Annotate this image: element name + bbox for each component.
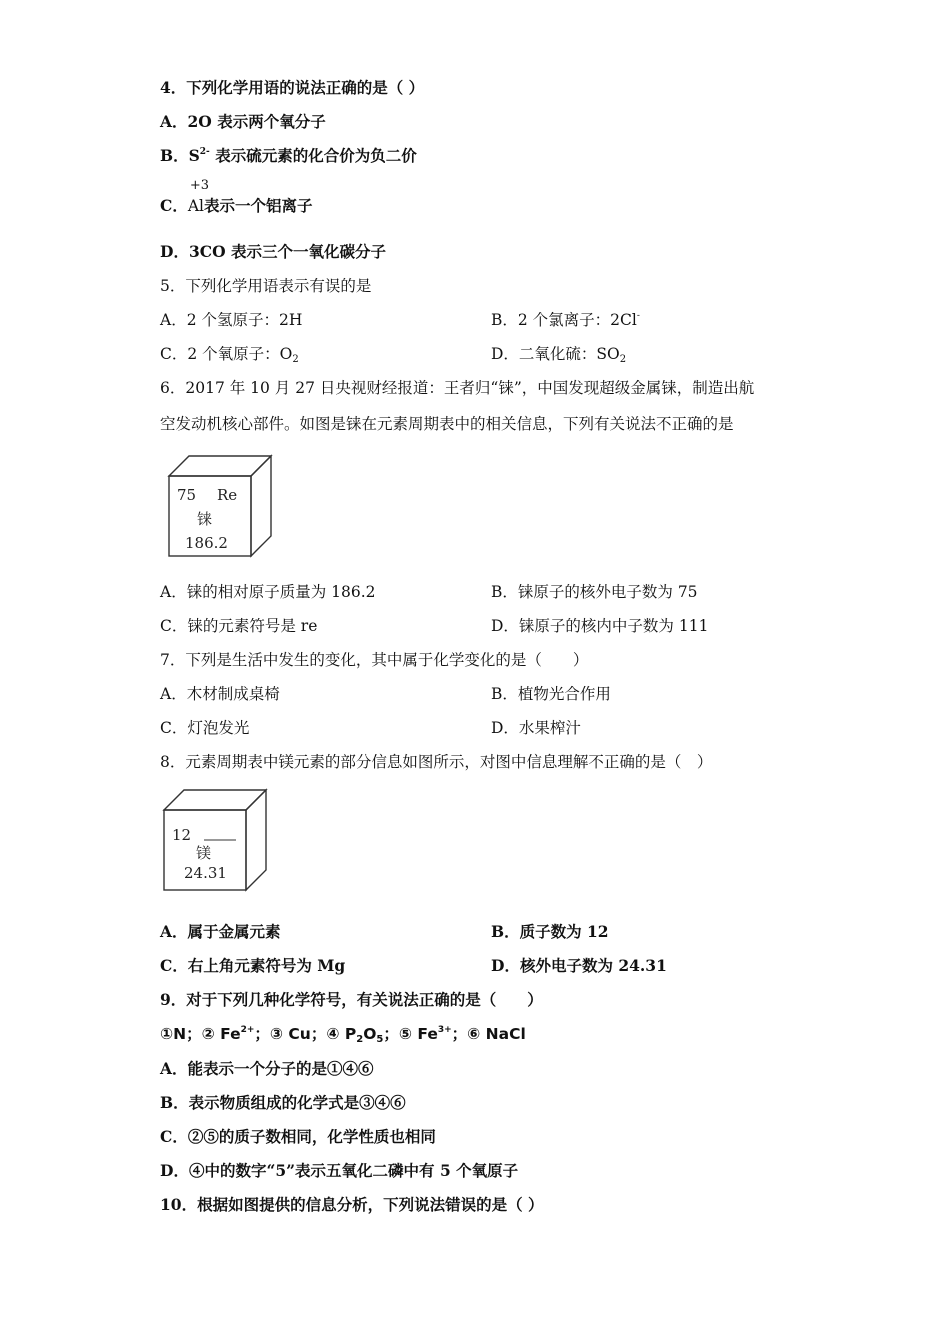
rhenium-atomic-mass: 186.2 xyxy=(185,534,228,552)
q8-option-b: B．质子数为 12 xyxy=(491,922,609,941)
q5-option-d-text: D．二氧化硫：SO xyxy=(491,345,620,363)
q9-symbol-part2-sub: 2 xyxy=(356,1034,364,1045)
q9-stem: 9．对于下列几种化学符号，有关说法正确的是（ ） xyxy=(160,990,543,1009)
q4-option-c xyxy=(160,178,313,216)
q9-option-d: D．④中的数字“5”表示五氧化二磷中有 5 个氧原子 xyxy=(160,1161,519,1180)
q9-option-a: A．能表示一个分子的是①④⑥ xyxy=(160,1059,374,1078)
q9-symbol-part2: ；③ Cu；④ P xyxy=(254,1025,357,1043)
q4-option-a: A．2O 表示两个氧分子 xyxy=(160,112,326,131)
q9-symbol-part5: ；⑥ NaCl xyxy=(451,1025,526,1043)
q4-option-c-charge: +3 xyxy=(189,178,210,193)
q9-symbol-part1: ①N；② Fe xyxy=(160,1025,241,1043)
q4-option-d: D．3CO 表示三个一氧化碳分子 xyxy=(160,242,386,261)
q5-option-b-superscript: - xyxy=(636,311,640,321)
q4-option-c-prefix: C． xyxy=(160,196,188,215)
q6-option-b: B．铼原子的核外电子数为 75 xyxy=(491,583,698,601)
q5-option-b-text: B．2 个氯离子：2Cl xyxy=(491,311,637,329)
q10-stem: 10．根据如图提供的信息分析，下列说法错误的是（ ） xyxy=(160,1195,544,1214)
q7-option-b: B．植物光合作用 xyxy=(491,685,611,703)
q9-option-b: B．表示物质组成的化学式是③④⑥ xyxy=(160,1093,406,1112)
q4-option-c-symbol: Al xyxy=(187,197,204,215)
q5-option-c-text: C．2 个氧原子：O xyxy=(160,345,293,363)
q4-option-c-formula xyxy=(187,178,210,216)
q4-option-b-prefix: B．S xyxy=(160,146,200,165)
rhenium-symbol: Re xyxy=(217,486,238,504)
q7-option-d: D．水果榨汁 xyxy=(491,719,581,737)
q8-option-c: C．右上角元素符号为 Mg xyxy=(160,956,346,975)
q5-option-d-subscript: 2 xyxy=(619,354,627,365)
q4-option-b-text: 表示硫元素的化合价为负二价 xyxy=(215,146,417,165)
rhenium-element-card xyxy=(165,452,277,558)
q4-option-c-text: 表示一个铝离子 xyxy=(204,196,313,215)
q6-stem-line2: 空发动机核心部件。如图是铼在元素周期表中的相关信息，下列有关说法不正确的是 xyxy=(160,415,734,433)
q9-option-c: C．②⑤的质子数相同，化学性质也相同 xyxy=(160,1127,436,1146)
magnesium-atomic-number: 12 xyxy=(172,826,192,844)
q9-symbol-part4-sup: 3+ xyxy=(437,1025,452,1035)
q5-option-d xyxy=(491,344,626,364)
q4-option-b xyxy=(160,146,417,166)
q6-option-c: C．铼的元素符号是 re xyxy=(160,617,318,635)
q4-option-b-superscript: 2- xyxy=(199,147,210,157)
q9-symbol-part1-sup: 2+ xyxy=(240,1025,255,1035)
q5-option-c xyxy=(160,344,299,364)
q9-symbol-part3-sub: 5 xyxy=(376,1034,384,1045)
q7-stem: 7．下列是生活中发生的变化，其中属于化学变化的是（ ） xyxy=(160,651,589,669)
q4-stem: 4．下列化学用语的说法正确的是（ ） xyxy=(160,78,425,97)
magnesium-element-card xyxy=(160,786,272,892)
q5-option-c-subscript: 2 xyxy=(292,354,299,365)
q8-stem: 8．元素周期表中镁元素的部分信息如图所示，对图中信息理解不正确的是（ ） xyxy=(160,753,713,771)
q5-option-b xyxy=(491,310,640,330)
q9-symbol-part3: O xyxy=(363,1025,377,1043)
magnesium-name: 镁 xyxy=(196,844,212,862)
q6-option-a: A．铼的相对原子质量为 186.2 xyxy=(160,583,376,601)
rhenium-name: 铼 xyxy=(197,510,213,528)
rhenium-atomic-number: 75 xyxy=(177,486,197,504)
q9-symbols xyxy=(160,1024,526,1044)
q6-stem-line1: 6．2017 年 10 月 27 日央视财经报道：王者归“铼”，中国发现超级金属铼，制造出航 xyxy=(160,379,755,397)
q5-option-a: A．2 个氢原子：2H xyxy=(160,311,303,329)
q5-stem: 5．下列化学用语表示有误的是 xyxy=(160,277,372,295)
q8-option-d: D．核外电子数为 24.31 xyxy=(491,956,667,975)
magnesium-atomic-mass: 24.31 xyxy=(184,864,227,882)
q9-symbol-part4: ；⑤ Fe xyxy=(383,1025,438,1043)
q7-option-a: A．木材制成桌椅 xyxy=(160,685,280,703)
q7-option-c: C．灯泡发光 xyxy=(160,719,250,737)
q6-option-d: D．铼原子的核内中子数为 111 xyxy=(491,617,709,635)
q8-option-a: A．属于金属元素 xyxy=(160,922,281,941)
